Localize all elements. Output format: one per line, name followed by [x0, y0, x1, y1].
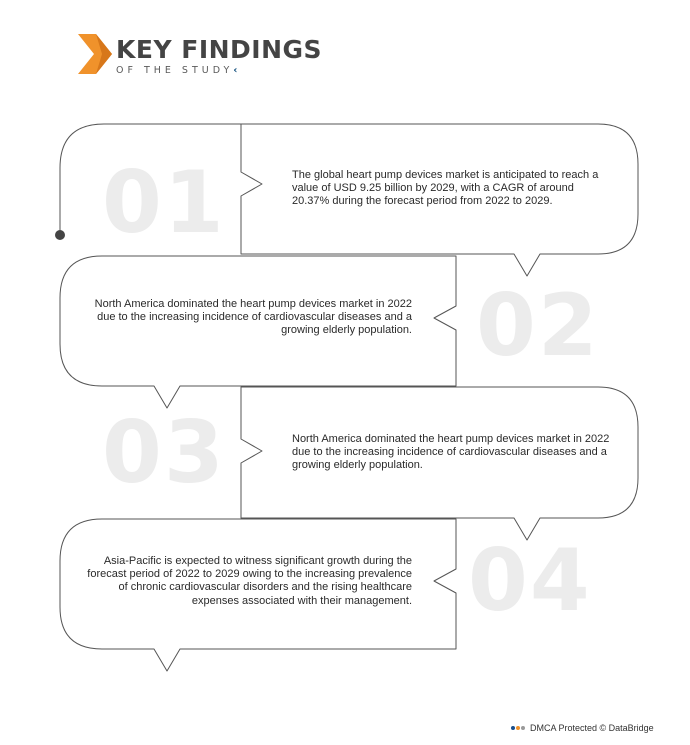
footer-text: DMCA Protected © DataBridge — [530, 723, 654, 733]
brand-dot — [511, 726, 515, 730]
flow-start-dot — [55, 230, 65, 240]
finding-text-01: The global heart pump devices market is anticipated to reach a value of USD 9.25 billion by 2029, with a CAGR of around 20.37% during the forecast period from 2022 to 2029. — [292, 169, 599, 208]
brand-dot — [516, 726, 520, 730]
footer-credit — [511, 723, 654, 733]
finding-text-02: North America dominated the heart pump devices market in 2022 due to the increasing incidence of cardiovascular diseases and a growing elderly population. — [94, 298, 412, 337]
brand-dot — [521, 726, 525, 730]
finding-number-02: 02 — [476, 276, 600, 376]
finding-number-04: 04 — [468, 531, 592, 631]
page-subtitle: OF THE STUDY‹ — [116, 65, 238, 76]
finding-text-03: North America dominated the heart pump devices market in 2022 due to the increasing incidence of cardiovascular diseases and a growing elderly population. — [292, 433, 610, 472]
finding-number-03: 03 — [102, 403, 226, 503]
finding-text-04: Asia-Pacific is expected to witness significant growth during the forecast period of 2022 to 2029 owing to the increasing prevalence of chronic cardiovascular disorders and the rising healthcare expenses associated with their management. — [87, 555, 412, 607]
page-title: KEY FINDINGS — [116, 35, 323, 64]
finding-number-01: 01 — [102, 153, 226, 253]
brand-dots-icon — [511, 726, 526, 730]
subtitle-mark: ‹ — [233, 65, 238, 76]
